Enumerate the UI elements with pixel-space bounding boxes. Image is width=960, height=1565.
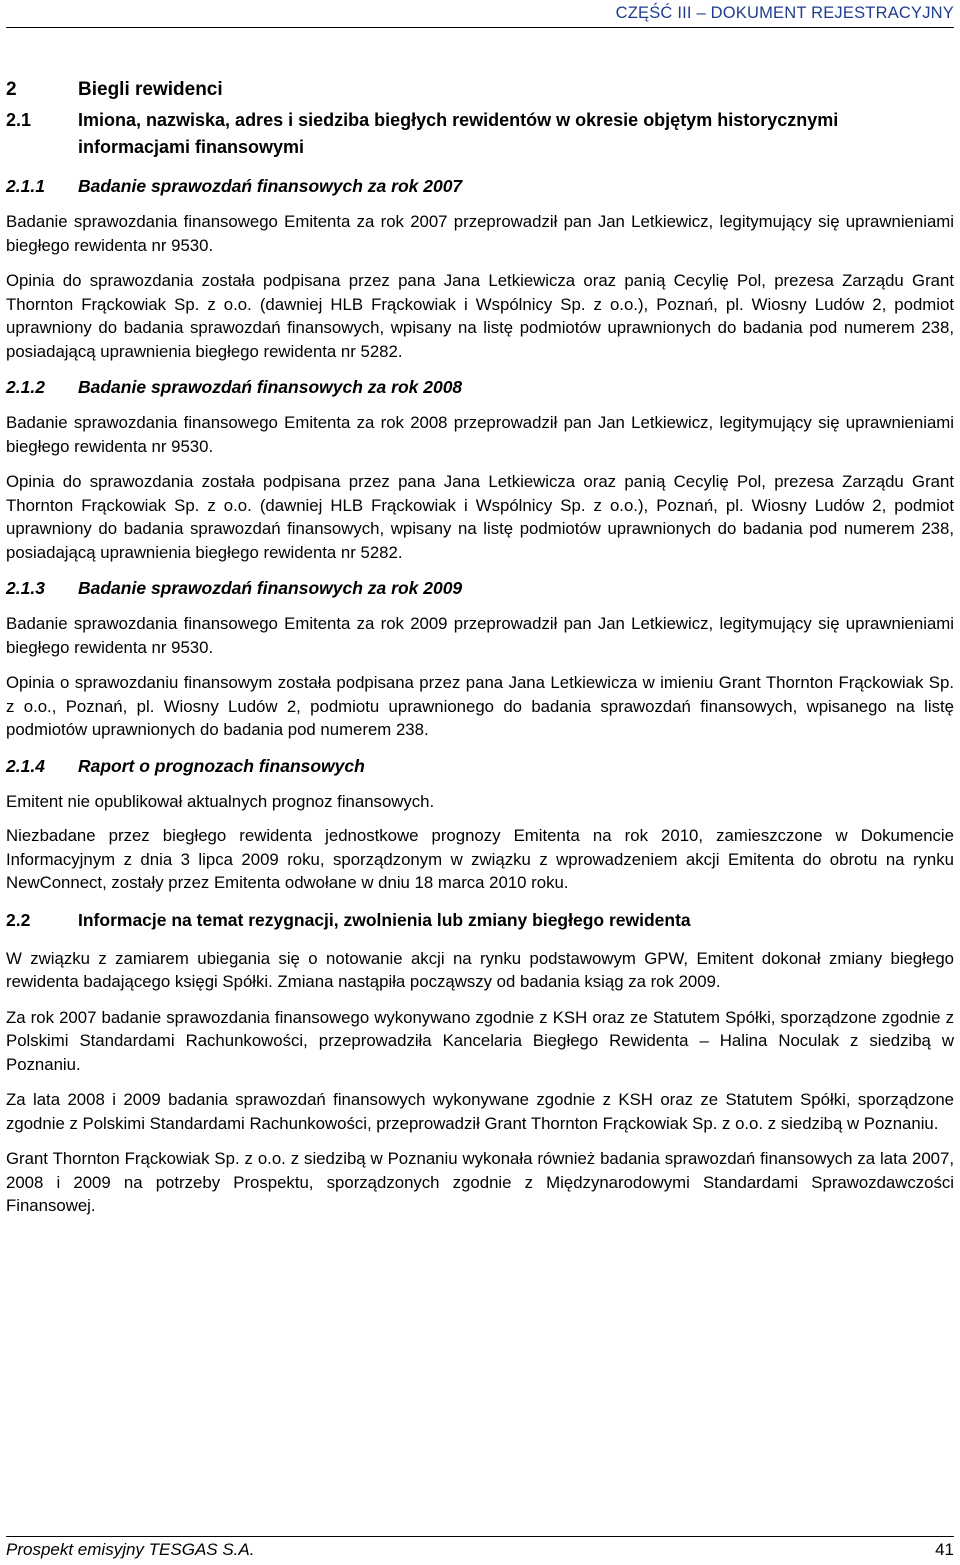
paragraph: Opinia do sprawozdania została podpisana przez pana Jana Letkiewicza oraz panią Cecylię Pol, prezesa Zarządu Grant Thornton Frąckowiak Sp. z o.o. (dawniej HLB Frąckowiak i Wspólnicy Sp. z o.o.), Poznań, pl. Wiosny Ludów 2, podmiot uprawniony do badania sprawozdań finansowych, wpisany na listę podmiotów uprawnionych do badania pod numerem 238, posiadającą uprawnienia biegłego rewidenta nr 5282. — [6, 472, 954, 562]
section-title: Informacje na temat rezygnacji, zwolnienia lub zmiany biegłego rewidenta — [78, 909, 691, 930]
section-number: 2.1.2 — [6, 377, 45, 397]
section-heading-2-2 — [6, 907, 954, 934]
section-number: 2.1.3 — [6, 578, 45, 598]
section-number: 2.1.4 — [6, 755, 45, 776]
paragraph: Za rok 2007 badanie sprawozdania finansowego wykonywano zgodnie z KSH oraz ze Statutem Spółki, sporządzone zgodnie z Polskimi Standardami Rachunkowości, przeprowadziła Kancelaria Biegłego Rewidenta – Halina Noculak z siedzibą w Poznaniu. — [6, 1007, 954, 1074]
header-divider — [6, 27, 954, 28]
running-header: CZĘŚĆ III – DOKUMENT REJESTRACYJNY — [615, 4, 954, 22]
section-title: Badanie sprawozdań finansowych za rok 2007 — [78, 176, 463, 196]
footer-divider — [6, 1536, 954, 1537]
paragraph: Emitent nie opublikował aktualnych prognoz finansowych. — [6, 791, 435, 811]
paragraph: Za lata 2008 i 2009 badania sprawozdań finansowych wykonywane zgodnie z KSH oraz ze Statutem Spółki, sporządzone zgodnie z Polskimi Standardami Rachunkowości, przeprowadził Grant Thornton Frąckowiak Sp. z o.o. z siedzibą w Poznaniu. — [6, 1090, 954, 1133]
paragraph: Niezbadane przez biegłego rewidenta jednostkowe prognozy Emitenta na rok 2010, zamieszczone w Dokumencie Informacyjnym z dnia 3 lipca 2009 roku, sporządzonym w związku z wprowadzeniem akcji Emitenta do obrotu na rynku NewConnect, zostały przez Emitenta odwołane w dniu 18 marca 2010 roku. — [6, 826, 954, 892]
section-title: Badanie sprawozdań finansowych za rok 2008 — [78, 377, 463, 397]
paragraph: Grant Thornton Frąckowiak Sp. z o.o. z siedzibą w Poznaniu wykonała również badania sprawozdań finansowych za lata 2007, 2008 i 2009 na potrzeby Prospektu, sporządzonych zgodnie z Międzynarodowymi Standardami Sprawozdawczości Finansowej. — [6, 1149, 954, 1215]
section-heading-2-1-3 — [6, 576, 954, 600]
document-body — [6, 76, 954, 1230]
footer-document-title: Prospekt emisyjny TESGAS S.A. — [6, 1540, 255, 1559]
paragraph: Badanie sprawozdania finansowego Emitenta za rok 2009 przeprowadził pan Jan Letkiewicz, legitymujący się uprawnieniami biegłego rewidenta nr 9530. — [6, 614, 954, 657]
section-number: 2.2 — [6, 909, 31, 930]
section-title: Badanie sprawozdań finansowych za rok 2009 — [78, 578, 463, 598]
paragraph: Badanie sprawozdania finansowego Emitenta za rok 2008 przeprowadził pan Jan Letkiewicz, legitymujący się uprawnieniami biegłego rewidenta nr 9530. — [6, 413, 954, 456]
section-heading-2 — [6, 76, 954, 103]
section-heading-2-1 — [6, 107, 954, 161]
paragraph: Opinia do sprawozdania została podpisana przez pana Jana Letkiewicza oraz panią Cecylię Pol, prezesa Zarządu Grant Thornton Frąckowiak Sp. z o.o. (dawniej HLB Frąckowiak i Wspólnicy Sp. z o.o.), Poznań, pl. Wiosny Ludów 2, podmiot uprawniony do badania sprawozdań finansowych, wpisany na listę podmiotów uprawnionych do badania pod numerem 238, posiadającą uprawnienia biegłego rewidenta nr 5282. — [6, 271, 954, 361]
paragraph: W związku z zamiarem ubiegania się o notowanie akcji na rynku podstawowym GPW, Emitent dokonał zmiany biegłego rewidenta badającego księgi Spółki. Zmiana nastąpiła począwszy od badania ksiąg za rok 2009. — [6, 948, 954, 991]
section-title: Raport o prognozach finansowych — [78, 755, 365, 776]
section-heading-2-1-1 — [6, 174, 954, 198]
paragraph: Badanie sprawozdania finansowego Emitenta za rok 2007 przeprowadził pan Jan Letkiewicz, legitymujący się uprawnieniami biegłego rewidenta nr 9530. — [6, 212, 954, 255]
section-heading-2-1-2 — [6, 375, 954, 399]
page-number: 41 — [935, 1540, 954, 1559]
section-title: Imiona, nazwiska, adres i siedziba biegłych rewidentów w okresie objętym historycznymi informacjami finansowymi — [78, 110, 839, 157]
section-heading-2-1-4 — [6, 754, 954, 778]
section-title: Biegli rewidenci — [78, 79, 223, 100]
paragraph: Opinia o sprawozdaniu finansowym została podpisana przez pana Jana Letkiewicza w imieniu Grant Thornton Frąckowiak Sp. z o.o., Poznań, pl. Wiosny Ludów 2, podmiotu uprawnionego do badania sprawozdań finansowych, wpisanego na listę podmiotów uprawnionych do badania pod numerem 238. — [6, 673, 954, 739]
page-footer — [6, 1539, 954, 1561]
section-number: 2 — [6, 79, 17, 100]
section-number: 2.1.1 — [6, 176, 45, 196]
section-number: 2.1 — [6, 110, 32, 130]
